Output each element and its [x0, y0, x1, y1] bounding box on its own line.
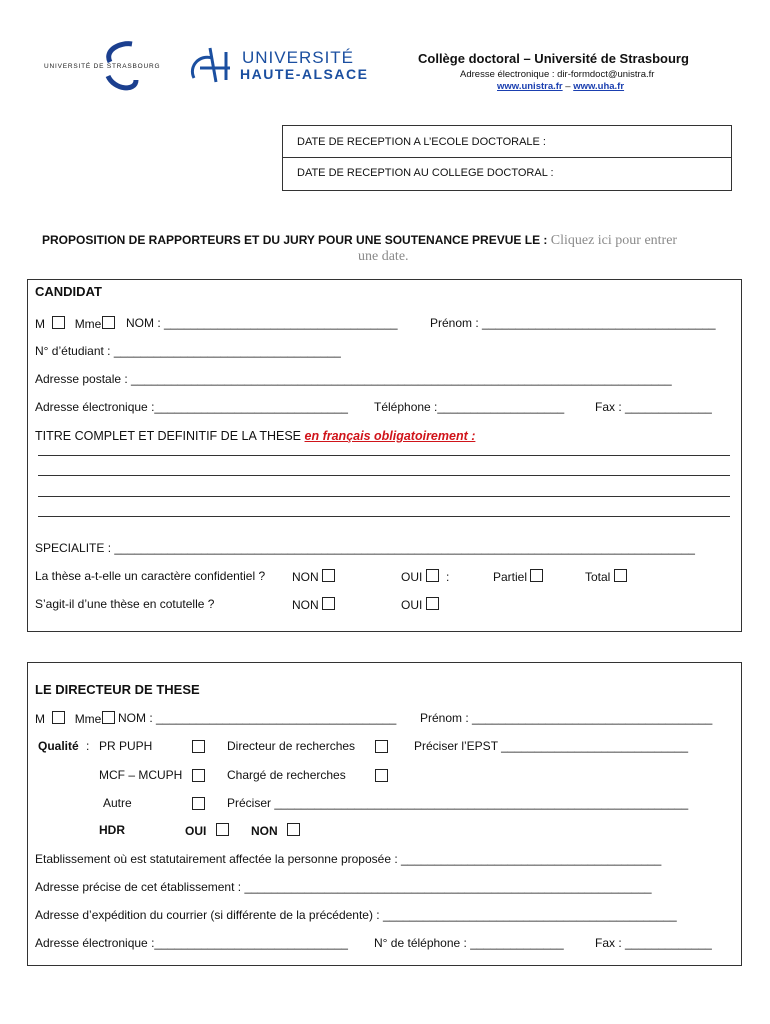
confidentiel-oui [401, 569, 449, 584]
hdr-oui-checkbox[interactable] [216, 823, 229, 836]
dir-civility-m-label: M [35, 712, 45, 726]
confidentiel-oui-colon: : [446, 570, 450, 584]
civility-m-label: M [35, 317, 45, 331]
link-separator: – [562, 81, 574, 92]
hdr-oui-label: OUI [185, 824, 207, 838]
autre-checkbox[interactable] [192, 797, 205, 810]
date-picker-placeholder-line2[interactable]: une date. [358, 249, 409, 264]
pr-puph-label: PR PUPH [99, 739, 153, 753]
uha-logo [186, 44, 386, 86]
adresse-etablissement-field[interactable]: Adresse précise de cet établissement : _____________________________________________________________ [35, 880, 652, 894]
candidat-titre-label [35, 429, 475, 443]
candidat-nom-field[interactable]: NOM : ___________________________________ [126, 316, 398, 330]
mcf-mcuph-label: MCF – MCUPH [99, 768, 183, 782]
dir-civility-mme-checkbox[interactable] [102, 711, 115, 724]
civility-m-checkbox[interactable] [52, 316, 65, 329]
confidentiel-total [585, 569, 627, 584]
titre-line-3[interactable] [38, 496, 730, 497]
adresse-expedition-field[interactable]: Adresse d’expédition du courrier (si différente de la précédente) : ____________________________________________ [35, 908, 677, 922]
preciser-field[interactable]: Préciser ______________________________________________________________ [227, 796, 689, 810]
qualite-label [38, 739, 89, 753]
charge-recherches-checkbox[interactable] [375, 769, 388, 782]
hdr-oui [185, 823, 229, 838]
candidat-adresse-postale-field[interactable]: Adresse postale : _________________________________________________________________________________ [35, 372, 672, 386]
cotutelle-oui-checkbox[interactable] [426, 597, 439, 610]
directeur-recherches-checkbox[interactable] [375, 740, 388, 753]
cotutelle-oui [401, 597, 439, 612]
candidat-email-field[interactable]: Adresse électronique :_____________________________ [35, 400, 348, 414]
candidat-telephone-field[interactable]: Téléphone :___________________ [374, 400, 565, 414]
total-checkbox[interactable] [614, 569, 627, 582]
charge-recherches-label: Chargé de recherches [227, 768, 346, 782]
directeur-email-field[interactable]: Adresse électronique :_____________________________ [35, 936, 348, 950]
confidentiel-partiel [493, 569, 543, 584]
candidat-prenom-field[interactable]: Prénom : ___________________________________ [430, 316, 716, 330]
cotutelle-oui-label: OUI [401, 598, 423, 612]
mcf-mcuph-checkbox[interactable] [192, 769, 205, 782]
titre-line-2[interactable] [38, 475, 730, 476]
etablissement-field[interactable]: Etablissement où est statutairement affectée la personne proposée : _______________________________________ [35, 852, 662, 866]
partiel-checkbox[interactable] [530, 569, 543, 582]
pr-puph-checkbox[interactable] [192, 740, 205, 753]
candidat-civility [35, 316, 115, 331]
civility-mme-checkbox[interactable] [102, 316, 115, 329]
candidat-heading: CANDIDAT [35, 284, 102, 299]
uha-link[interactable]: www.uha.fr [573, 81, 625, 92]
dir-civility-mme-label: Mme [74, 712, 102, 726]
candidat-specialite-field[interactable]: SPECIALITE : _______________________________________________________________________________________ [35, 541, 695, 555]
unistra-link[interactable]: www.unistra.fr [497, 81, 563, 92]
cotutelle-non-checkbox[interactable] [322, 597, 335, 610]
titre-line-4[interactable] [38, 516, 730, 517]
directeur-nom-field[interactable]: NOM : ____________________________________ [118, 711, 397, 725]
preciser-epst-field[interactable]: Préciser l’EPST ____________________________ [414, 739, 689, 753]
header-title: Collège doctoral – Université de Strasbourg [418, 51, 689, 66]
proposition-title [42, 233, 677, 249]
confidentiel-non [292, 569, 335, 584]
qualite-text: Qualité [38, 739, 79, 753]
cotutelle-non [292, 597, 335, 612]
uha-emblem-icon [186, 44, 246, 86]
reception-ecole-label: DATE DE RECEPTION A L’ECOLE DOCTORALE : [297, 136, 546, 148]
hdr-non-checkbox[interactable] [287, 823, 300, 836]
directeur-recherches-label: Directeur de recherches [227, 739, 356, 753]
confidentiel-non-checkbox[interactable] [322, 569, 335, 582]
dir-civility-m-checkbox[interactable] [52, 711, 65, 724]
confidentiel-oui-checkbox[interactable] [426, 569, 439, 582]
directeur-heading: LE DIRECTEUR DE THESE [35, 682, 200, 697]
candidat-etudiant-field[interactable]: N° d’étudiant : __________________________________ [35, 344, 341, 358]
cotutelle-question: S’agit-il d’une thèse en cotutelle ? [35, 597, 215, 611]
hdr-non-label: NON [251, 824, 278, 838]
confidentiel-oui-label: OUI [401, 570, 423, 584]
header-email: Adresse électronique : dir-formdoct@unistra.fr [460, 69, 655, 80]
confidentiel-question: La thèse a-t-elle un caractère confidentiel ? [35, 569, 266, 583]
proposition-heading: PROPOSITION DE RAPPORTEURS ET DU JURY POUR UNE SOUTENANCE PREVUE LE : [42, 233, 548, 247]
reception-college-label: DATE DE RECEPTION AU COLLEGE DOCTORAL : [297, 167, 554, 179]
directeur-prenom-field[interactable]: Prénom : ____________________________________ [420, 711, 713, 725]
qualite-colon: : [86, 739, 90, 753]
strasbourg-logo [40, 40, 170, 98]
candidat-fax-field[interactable]: Fax : _____________ [595, 400, 712, 414]
header-links [497, 81, 624, 92]
titre-label: TITRE COMPLET ET DEFINITIF DE LA THESE [35, 429, 302, 443]
directeur-fax-field[interactable]: Fax : _____________ [595, 936, 712, 950]
hdr-non [251, 823, 300, 838]
uha-logo-line1: UNIVERSITÉ [242, 48, 355, 67]
hdr-label: HDR [99, 823, 125, 837]
date-picker-placeholder[interactable]: Cliquez ici pour entrer [550, 233, 678, 248]
directeur-telephone-field[interactable]: N° de téléphone : ______________ [374, 936, 564, 950]
titre-red-note: en français obligatoirement : [304, 429, 476, 443]
uha-logo-line2: HAUTE-ALSACE [240, 66, 369, 82]
reception-box [282, 125, 732, 191]
partiel-label: Partiel [493, 570, 528, 584]
total-label: Total [585, 570, 611, 584]
cotutelle-non-label: NON [292, 598, 319, 612]
confidentiel-non-label: NON [292, 570, 319, 584]
strasbourg-logo-text: UNIVERSITÉ DE STRASBOURG [44, 63, 161, 70]
civility-mme-label: Mme [74, 317, 102, 331]
autre-label: Autre [103, 796, 132, 810]
titre-line-1[interactable] [38, 455, 730, 456]
directeur-civility [35, 711, 115, 726]
